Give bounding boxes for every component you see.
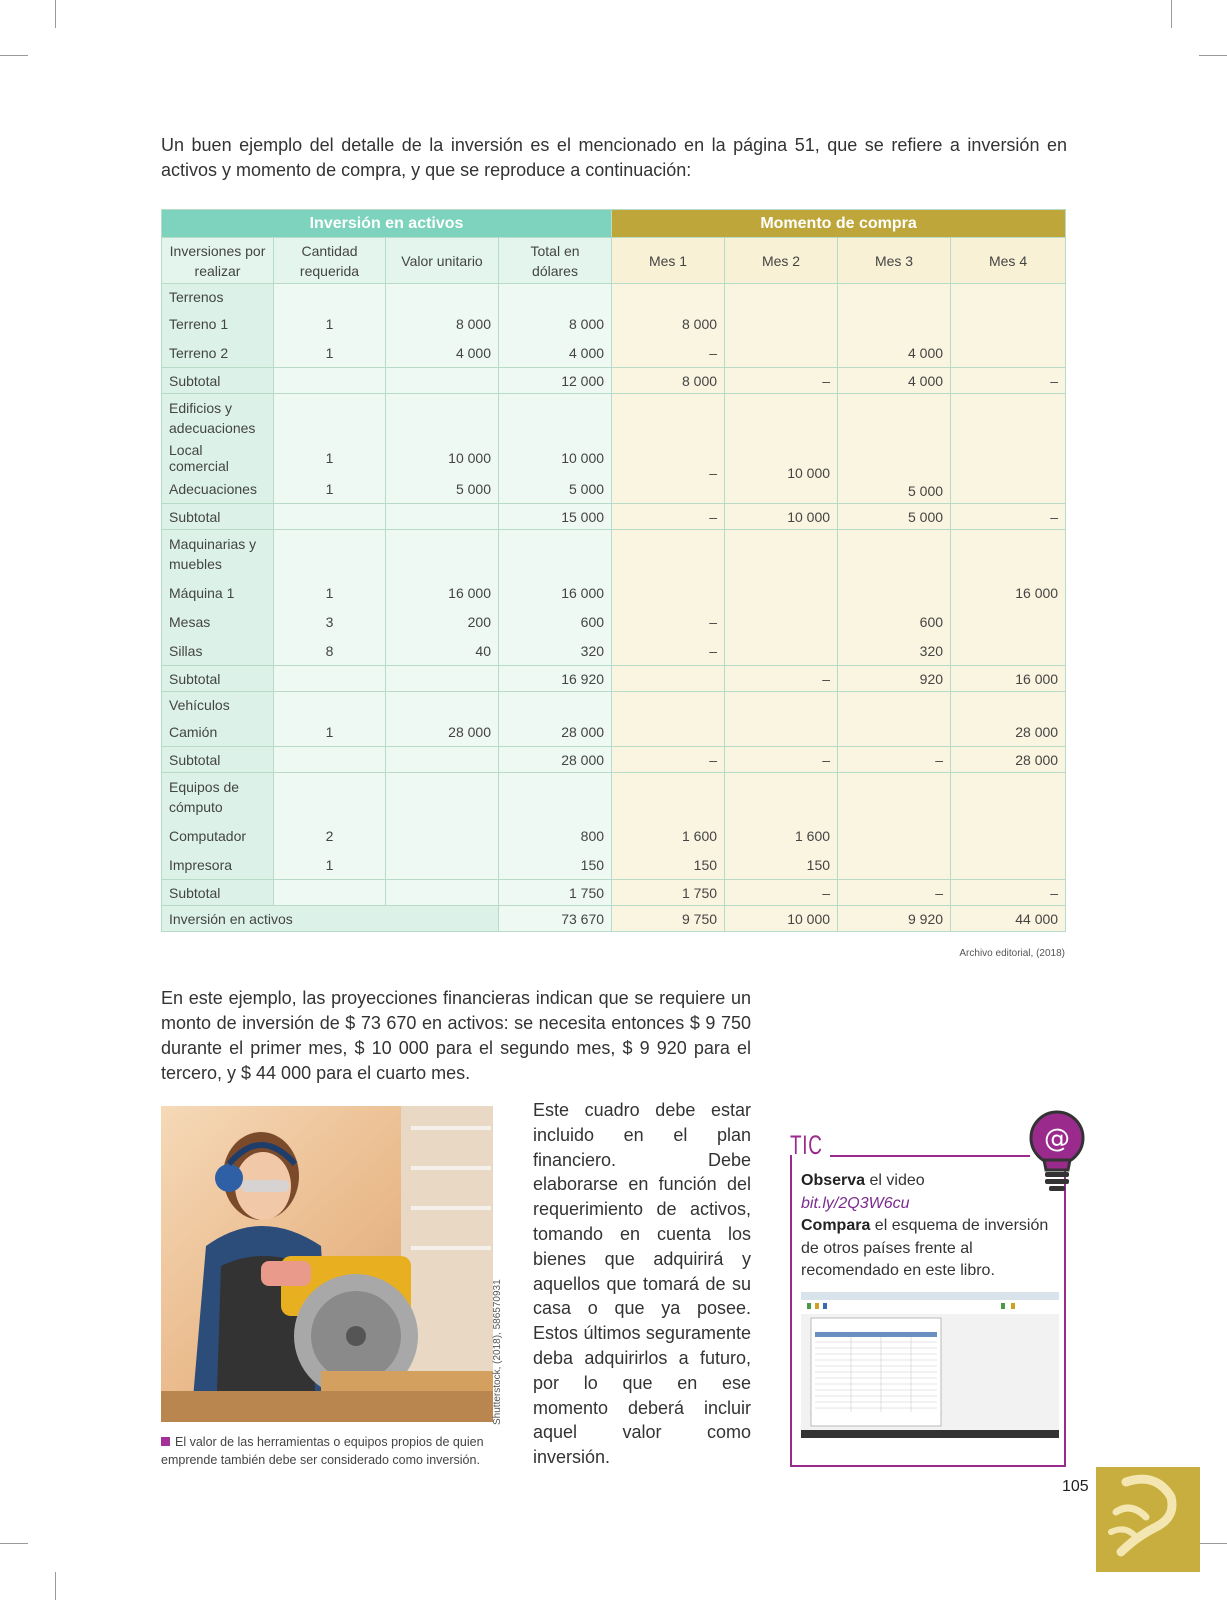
- table-cell: –: [612, 338, 725, 368]
- col-header: Mes 2: [725, 238, 838, 284]
- table-cell: 1: [274, 474, 386, 504]
- spreadsheet-screenshot: [801, 1292, 1059, 1438]
- group-header-assets: Inversión en activos: [162, 210, 612, 238]
- table-row-label: Máquina 1: [162, 578, 274, 607]
- table-cell: 16 000: [386, 578, 499, 607]
- table-cell: –: [725, 666, 838, 692]
- table-cell: 10 000: [725, 906, 838, 932]
- col-header: Inversiones por realizar: [162, 238, 274, 284]
- table-cell: 800: [499, 821, 612, 850]
- table-cell: [725, 607, 838, 636]
- table-cell: 1: [274, 338, 386, 368]
- table-cell: 150: [499, 850, 612, 880]
- table-cell: 10 000: [386, 442, 499, 474]
- table-cell: 150: [612, 850, 725, 880]
- table-cell: –: [725, 880, 838, 906]
- table-cell: 10 000: [725, 442, 838, 504]
- table-cell: [838, 850, 951, 880]
- table-cell: [386, 747, 499, 773]
- table-cell: 1 600: [612, 821, 725, 850]
- table-row-label: Camión: [162, 717, 274, 747]
- table-cell: [386, 880, 499, 906]
- crop-mark: [1171, 0, 1172, 28]
- table-cell: [838, 309, 951, 338]
- table-cell: 320: [499, 636, 612, 666]
- table-cell: [725, 338, 838, 368]
- table-cell: 16 000: [499, 578, 612, 607]
- table-cell: 1 750: [612, 880, 725, 906]
- table-cell: –: [612, 747, 725, 773]
- table-cell: [725, 578, 838, 607]
- workshop-photo: [161, 1106, 493, 1422]
- table-cell: 200: [386, 607, 499, 636]
- crop-mark: [55, 1572, 56, 1600]
- table-cell: –: [612, 607, 725, 636]
- tic-compara: Compara: [801, 1217, 871, 1234]
- table-cell: [951, 821, 1066, 850]
- table-cell: [725, 309, 838, 338]
- table-cell: [274, 368, 386, 394]
- category-label: Edificios y adecuaciones: [162, 394, 274, 443]
- investment-table: [161, 209, 1066, 932]
- caption-text: El valor de las herramientas o equipos propios de quien emprende también debe ser considerado como inversión.: [161, 1435, 484, 1467]
- table-cell: 8 000: [386, 309, 499, 338]
- crop-mark: [0, 1543, 28, 1544]
- category-label: Maquinarias y muebles: [162, 530, 274, 579]
- table-cell: 5 000: [386, 474, 499, 504]
- table-cell: 73 670: [499, 906, 612, 932]
- table-cell: 5 000: [838, 442, 951, 504]
- table-cell: 1 600: [725, 821, 838, 850]
- table-cell: 8: [274, 636, 386, 666]
- table-cell: 44 000: [951, 906, 1066, 932]
- table-row-label: Mesas: [162, 607, 274, 636]
- tic-text: [801, 1170, 1059, 1283]
- table-row-label: Terreno 2: [162, 338, 274, 368]
- table-cell: 28 000: [499, 717, 612, 747]
- category-label: Equipos de cómputo: [162, 773, 274, 822]
- crop-mark: [0, 55, 28, 56]
- table-cell: 600: [499, 607, 612, 636]
- tic-divider: [830, 1155, 1030, 1157]
- crop-mark: [1199, 55, 1227, 56]
- table-cell: 1: [274, 309, 386, 338]
- video-link[interactable]: bit.ly/2Q3W6cu: [801, 1194, 910, 1212]
- table-cell: [951, 607, 1066, 636]
- table-cell: 150: [725, 850, 838, 880]
- table-row-label: Adecuaciones: [162, 474, 274, 504]
- table-cell: 15 000: [499, 504, 612, 530]
- table-cell: –: [612, 636, 725, 666]
- table-cell: [725, 717, 838, 747]
- table-cell: 28 000: [499, 747, 612, 773]
- table-cell: 16 000: [951, 578, 1066, 607]
- body-paragraph: Este cuadro debe estar incluido en el plan financiero. Debe elaborarse en función del requerimiento de activos, tomando en cuenta los bienes que adquirirá y aquellos que tomará de su casa o que ya posee. Estos últimos seguramente deba adquirirlos a futuro, por lo que en ese momento deberá incluir aquel valor como inversión.: [533, 1100, 751, 1468]
- table-cell: 4 000: [838, 368, 951, 394]
- body-paragraph: En este ejemplo, las proyecciones financieras indican que se requiere un monto de inversión de $ 73 670 en activos: se necesita entonces $ 9 750 durante el primer mes, $ 10 000 para el segundo mes, $ 9 920 para el tercero, y $ 44 000 para el cuarto mes.: [161, 988, 751, 1083]
- col-header: Cantidad requerida: [274, 238, 386, 284]
- table-cell: 2: [274, 821, 386, 850]
- table-cell: 9 750: [612, 906, 725, 932]
- table-cell: 8 000: [612, 309, 725, 338]
- table-cell: [386, 504, 499, 530]
- table-cell: 16 920: [499, 666, 612, 692]
- table-cell: 1 750: [499, 880, 612, 906]
- table-cell: [838, 717, 951, 747]
- table-cell: 920: [838, 666, 951, 692]
- table-cell: [951, 850, 1066, 880]
- col-header: Mes 4: [951, 238, 1066, 284]
- table-cell: –: [838, 747, 951, 773]
- table-cell: 8 000: [499, 309, 612, 338]
- table-cell: 320: [838, 636, 951, 666]
- table-cell: 1: [274, 442, 386, 474]
- table-cell: [612, 578, 725, 607]
- table-cell: [386, 368, 499, 394]
- table-cell: –: [838, 880, 951, 906]
- table-cell: 8 000: [612, 368, 725, 394]
- table-cell: [612, 717, 725, 747]
- table-cell: –: [951, 504, 1066, 530]
- table-cell: [274, 504, 386, 530]
- photo-caption: [161, 1433, 501, 1469]
- category-label: Vehículos: [162, 692, 274, 718]
- table-cell: 16 000: [951, 666, 1066, 692]
- table-cell: 1: [274, 578, 386, 607]
- table-row-label: Impresora: [162, 850, 274, 880]
- col-header: Mes 3: [838, 238, 951, 284]
- table-source: Archivo editorial, (2018): [959, 948, 1065, 959]
- subtotal-label: Subtotal: [162, 504, 274, 530]
- table-cell: [274, 880, 386, 906]
- table-cell: 5 000: [838, 504, 951, 530]
- group-header-purchase-moment: Momento de compra: [612, 210, 1066, 238]
- table-cell: –: [612, 442, 725, 504]
- subtotal-label: Subtotal: [162, 880, 274, 906]
- table-cell: 4 000: [838, 338, 951, 368]
- table-cell: [951, 338, 1066, 368]
- table-cell: [612, 666, 725, 692]
- table-cell: [274, 747, 386, 773]
- table-cell: [951, 309, 1066, 338]
- table-cell: [838, 578, 951, 607]
- table-cell: [951, 636, 1066, 666]
- table-row-label: Sillas: [162, 636, 274, 666]
- table-cell: –: [725, 368, 838, 394]
- table-cell: 1: [274, 850, 386, 880]
- table-cell: –: [612, 504, 725, 530]
- col-header: Mes 1: [612, 238, 725, 284]
- table-cell: 5 000: [499, 474, 612, 504]
- table-cell: 12 000: [499, 368, 612, 394]
- table-row-label: Local comercial: [162, 442, 274, 474]
- table-cell: 28 000: [386, 717, 499, 747]
- table-cell: –: [951, 368, 1066, 394]
- table-cell: 40: [386, 636, 499, 666]
- tic-observa: Observa: [801, 1172, 866, 1189]
- table-cell: [386, 821, 499, 850]
- subtotal-label: Subtotal: [162, 368, 274, 394]
- table-cell: [725, 636, 838, 666]
- table-cell: 1: [274, 717, 386, 747]
- tic-compara-rest: el esquema de inversión de otros países frente al recomendado en este libro.: [801, 1217, 1049, 1279]
- table-cell: [838, 821, 951, 850]
- category-label: Terrenos: [162, 284, 274, 310]
- tic-observa-rest: el video: [865, 1172, 925, 1189]
- table-cell: [274, 666, 386, 692]
- page-number: 105: [1062, 1478, 1089, 1495]
- table-cell: 28 000: [951, 717, 1066, 747]
- intro-paragraph: Un buen ejemplo del detalle de la inversión es el mencionado en la página 51, que se refiere a inversión en activos y momento de compra, y que se reproduce a continuación:: [161, 135, 1067, 180]
- total-label: Inversión en activos: [162, 906, 499, 932]
- table-row-label: Computador: [162, 821, 274, 850]
- crop-mark: [55, 0, 56, 28]
- table-cell: –: [951, 880, 1066, 906]
- table-cell: 28 000: [951, 747, 1066, 773]
- table-cell: 3: [274, 607, 386, 636]
- table-cell: [386, 666, 499, 692]
- subtotal-label: Subtotal: [162, 747, 274, 773]
- table-cell: 4 000: [386, 338, 499, 368]
- table-cell: 10 000: [499, 442, 612, 474]
- table-cell: [386, 850, 499, 880]
- col-header: Total en dólares: [499, 238, 612, 284]
- crop-mark: [1199, 1543, 1227, 1544]
- subtotal-label: Subtotal: [162, 666, 274, 692]
- tic-title: TIC: [790, 1130, 823, 1160]
- caption-bullet-icon: [161, 1437, 170, 1446]
- at-symbol: @: [1044, 1124, 1070, 1154]
- table-cell: –: [725, 747, 838, 773]
- table-row-label: Terreno 1: [162, 309, 274, 338]
- table-cell: 600: [838, 607, 951, 636]
- table-cell: 10 000: [725, 504, 838, 530]
- table-cell: 4 000: [499, 338, 612, 368]
- col-header: Valor unitario: [386, 238, 499, 284]
- table-cell: 9 920: [838, 906, 951, 932]
- corner-decoration: [1096, 1467, 1200, 1572]
- photo-credit: Shutterstock, (2018), 586570931: [492, 1279, 503, 1425]
